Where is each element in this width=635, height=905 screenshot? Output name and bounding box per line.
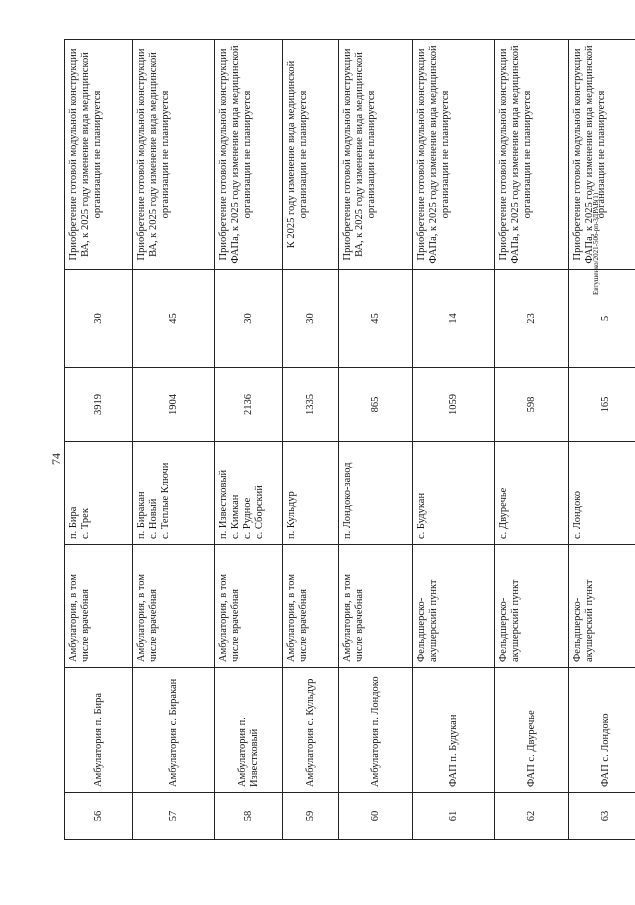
settlement-name: п. Бира xyxy=(68,506,79,539)
table-row xyxy=(65,40,133,840)
registry-table-body xyxy=(65,40,635,840)
row-number: 56 xyxy=(65,793,133,840)
distance-cell: 30 xyxy=(65,270,133,368)
distance-cell: 30 xyxy=(283,270,339,368)
population-cell: 1904 xyxy=(133,368,215,442)
settlements-cell xyxy=(339,442,413,545)
note-cell: Приобретение готовой модульной конструкции ФАПа, к 2025 году изменение вида медицинской организации не планируется xyxy=(569,40,635,270)
population-cell: 598 xyxy=(495,368,569,442)
page-number: 74 xyxy=(49,453,63,465)
note-cell: Приобретение готовой модульной конструкции ВА, к 2025 году изменение вида медицинской организации не планируется xyxy=(133,40,215,270)
population-cell: 165 xyxy=(569,368,635,442)
row-number: 63 xyxy=(569,793,635,840)
facility-name: ФАП п. Будукан xyxy=(413,668,495,793)
distance-cell: 14 xyxy=(413,270,495,368)
settlement-name: п. Лондоко-завод xyxy=(342,462,353,539)
facility-type: Фельдшерско-акушерский пункт xyxy=(569,545,635,668)
table-row xyxy=(569,40,635,840)
note-cell: Приобретение готовой модульной конструкции ВА, к 2025 году изменение вида медицинской организации не планируется xyxy=(339,40,413,270)
settlement-name: п. Кульдур xyxy=(286,491,297,539)
settlements-cell xyxy=(495,442,569,545)
row-number: 57 xyxy=(133,793,215,840)
settlements-cell xyxy=(569,442,635,545)
facility-name: Амбулатория п. Бира xyxy=(65,668,133,793)
facility-name: ФАП с. Двуречье xyxy=(495,668,569,793)
footer-document-id: Евтушенко/2021-506-рп-ЗДРАВ(1) xyxy=(592,192,600,295)
table-row xyxy=(283,40,339,840)
facility-type: Амбулатория, в том числе врачебная xyxy=(339,545,413,668)
facility-type: Амбулатория, в том числе врачебная xyxy=(133,545,215,668)
settlement-name: п. Биракан xyxy=(136,491,147,539)
row-number: 59 xyxy=(283,793,339,840)
settlement-name: с. Лондоко xyxy=(572,490,583,539)
population-cell: 1059 xyxy=(413,368,495,442)
distance-cell: 30 xyxy=(215,270,283,368)
settlements-cell xyxy=(413,442,495,545)
facility-name: Амбулатория с. Биракан xyxy=(133,668,215,793)
settlement-name: с. Сборский xyxy=(254,485,265,539)
settlements-cell xyxy=(65,442,133,545)
facility-type: Амбулатория, в том числе врачебная xyxy=(65,545,133,668)
note-cell: Приобретение готовой модульной конструкции ФАПа, к 2025 году изменение вида медицинской организации не планируется xyxy=(495,40,569,270)
settlement-name: с. Кимкан xyxy=(230,494,241,539)
settlement-name: с. Новый xyxy=(148,498,159,539)
facility-name: ФАП с. Лондоко xyxy=(569,668,635,793)
facility-name: Амбулатория с. Кульдур xyxy=(283,668,339,793)
facility-type: Фельдшерско-акушерский пункт xyxy=(413,545,495,668)
note-cell: Приобретение готовой модульной конструкции ВА, к 2025 году изменение вида медицинской организации не планируется xyxy=(65,40,133,270)
population-cell: 3919 xyxy=(65,368,133,442)
note-cell: Приобретение готовой модульной конструкции ФАПа, к 2025 году изменение вида медицинской организации не планируется xyxy=(215,40,283,270)
distance-cell: 45 xyxy=(339,270,413,368)
note-cell: Приобретение готовой модульной конструкции ФАПа, к 2025 году изменение вида медицинской организации не планируется xyxy=(413,40,495,270)
row-number: 61 xyxy=(413,793,495,840)
settlements-cell xyxy=(215,442,283,545)
facility-name: Амбулатория п. Лондоко xyxy=(339,668,413,793)
settlement-name: с. Трек xyxy=(80,508,91,539)
settlements-cell xyxy=(283,442,339,545)
facility-type: Амбулатория, в том числе врачебная xyxy=(215,545,283,668)
table-row xyxy=(339,40,413,840)
settlement-name: с. Двуречье xyxy=(498,487,509,539)
settlement-name: с. Будукан xyxy=(416,492,427,539)
table-row xyxy=(215,40,283,840)
registry-table xyxy=(64,39,635,840)
settlement-name: с. Рудное xyxy=(242,497,253,539)
table-row xyxy=(495,40,569,840)
facility-name: Амбулатория п. Известковый xyxy=(215,668,283,793)
row-number: 62 xyxy=(495,793,569,840)
population-cell: 2136 xyxy=(215,368,283,442)
table-row xyxy=(133,40,215,840)
distance-cell: 23 xyxy=(495,270,569,368)
population-cell: 1335 xyxy=(283,368,339,442)
population-cell: 865 xyxy=(339,368,413,442)
distance-cell: 5 xyxy=(569,270,635,368)
distance-cell: 45 xyxy=(133,270,215,368)
table-row xyxy=(413,40,495,840)
settlement-name: п. Известковый xyxy=(218,469,229,539)
settlements-cell xyxy=(133,442,215,545)
row-number: 58 xyxy=(215,793,283,840)
facility-type: Фельдшерско-акушерский пункт xyxy=(495,545,569,668)
settlement-name: с. Теплые Ключи xyxy=(160,462,171,539)
note-cell: К 2025 году изменение вида медицинской организации не планируется xyxy=(283,40,339,270)
facility-type: Амбулатория, в том числе врачебная xyxy=(283,545,339,668)
row-number: 60 xyxy=(339,793,413,840)
